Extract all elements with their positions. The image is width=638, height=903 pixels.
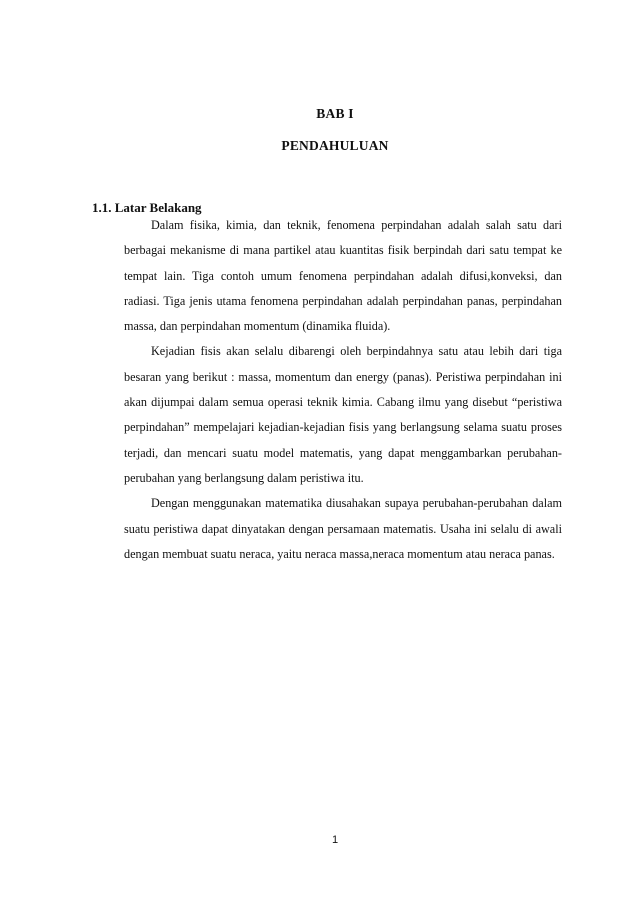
body-text <box>124 213 562 567</box>
paragraph-1: Dalam fisika, kimia, dan teknik, fenomena perpindahan adalah salah satu dari berbagai mekanisme di mana partikel atau kuantitas fisik berpindah dari satu tempat ke tempat lain. Tiga contoh umum fenomena perpindahan adalah difusi,konveksi, dan radiasi. Tiga jenis utama fenomena perpindahan adalah perpindahan panas, perpindahan massa, dan perpindahan momentum (dinamika fluida). <box>124 218 562 334</box>
chapter-label: BAB I <box>316 106 354 121</box>
paragraph-3: Dengan menggunakan matematika diusahakan supaya perubahan-perubahan dalam suatu peristiwa dapat dinyatakan dengan persamaan matematis. Usaha ini selalu di awali dengan membuat suatu neraca, yaitu neraca massa,neraca momentum atau neraca panas. <box>124 496 562 561</box>
section-heading: 1.1. Latar Belakang <box>92 200 202 215</box>
paragraph-2: Kejadian fisis akan selalu dibarengi oleh berpindahnya satu atau lebih dari tiga besaran yang berikut : massa, momentum dan energy (panas). Peristiwa perpindahan ini akan dijumpai dalam semua operasi teknik kimia. Cabang ilmu yang disebut “peristiwa perpindahan” mempelajari kejadian-kejadian fisis yang berlangsung selama suatu proses terjadi, dan mencari suatu model matematis, yang dapat menggambarkan perubahan-perubahan yang berlangsung dalam peristiwa itu. <box>124 344 562 485</box>
page-number: 1 <box>331 834 339 846</box>
chapter-title: PENDAHULUAN <box>281 138 389 153</box>
